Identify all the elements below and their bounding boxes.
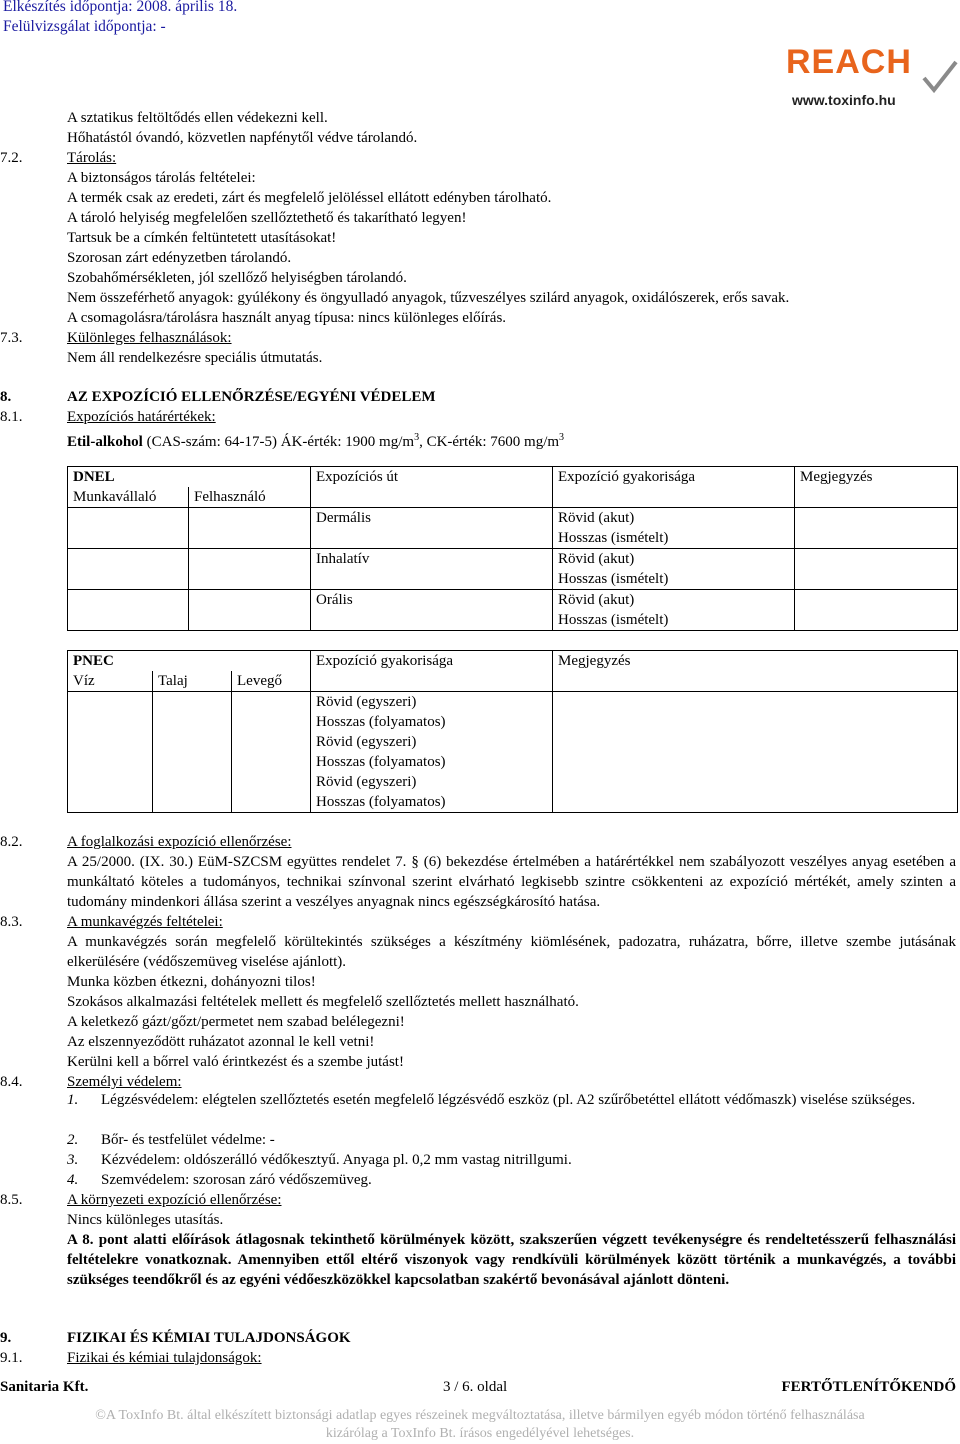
summary-paragraph: A 8. pont alatti előírások átlagosnak tekinthető körülmények között, szakszerűen végzett tevékenységre és rendeltetésszerű felhasználási feltételekre vonatkoznak. Amennyiben ettől eltérő viszonyok vagy rendkívüli körülmények között történik a munkavégzés, a további szükséges teendőkről és az egyéni védőeszközökkel kapcsolatban szakértő bevonásával ajánlott dönteni.: [67, 1232, 956, 1288]
table-cell: [795, 549, 958, 590]
table-cell: [232, 692, 311, 813]
table-cell: [795, 590, 958, 631]
table-row: [68, 590, 958, 631]
text-line: A termék csak az eredeti, zárt és megfelelő jelöléssel ellátott edényben tárolható.: [67, 190, 552, 206]
list-item: Szemvédelem: szorosan záró védőszemüveg.: [101, 1172, 372, 1188]
footer-company: Sanitaria Kft.: [0, 1379, 89, 1395]
section-title: A foglalkozási expozíció ellenőrzése:: [67, 834, 292, 850]
text-line: Nincs különleges utasítás.: [67, 1212, 224, 1228]
section-title: Fizikai és kémiai tulajdonságok:: [67, 1350, 262, 1366]
frequency-short: Rövid (akut): [558, 510, 635, 526]
pnec-note-header: Megjegyzés: [553, 651, 958, 692]
text-line: A keletkező gázt/gőzt/permetet nem szabad belélegezni!: [67, 1014, 405, 1030]
copyright-line: ©A ToxInfo Bt. által elkészített biztonsági adatlap egyes részeinek megváltoztatása, illetve bármilyen egyéb módon történő felhasználása: [95, 1408, 865, 1423]
limit-text: (CAS-szám: 64-17-5) ÁK-érték: 1900 mg/m: [142, 434, 415, 450]
pnec-frequency: [311, 692, 553, 733]
table-cell: [189, 549, 311, 590]
frequency-short: Rövid (akut): [558, 592, 635, 608]
frequency-long: Hosszas (ismételt): [558, 571, 669, 587]
section-title: Személyi védelem:: [67, 1074, 182, 1090]
text-line: Szokásos alkalmazási feltételek mellett és megfelelő szellőztetés mellett használható.: [67, 994, 579, 1010]
text-line: A tároló helyiség megfelelően szellőztethető és takarítható legyen!: [67, 210, 467, 226]
chapter-number: 8.: [0, 389, 12, 405]
list-item: Légzésvédelem: elégtelen szellőztetés esetén megfelelő légzésvédő eszköz (pl. A2 szűrőbetéttel ellátott védőmaszk) viselése szükséges.: [101, 1092, 916, 1108]
pnec-frequency: [311, 772, 553, 813]
text-line: Szobahőmérsékleten, jól szellőző helyiségben tárolandó.: [67, 270, 407, 286]
table-cell: [68, 590, 189, 631]
prepared-date: Elkészítés időpontja: 2008. április 18.: [3, 0, 238, 15]
list-number: 1.: [67, 1092, 79, 1108]
dnel-frequency: [553, 590, 795, 631]
chapter-title: AZ EXPOZÍCIÓ ELLENŐRZÉSE/EGYÉNI VÉDELEM: [67, 389, 436, 405]
logo-brand: REACH: [786, 43, 912, 81]
revision-date: Felülvizsgálat időpontja: -: [3, 18, 166, 35]
pnec-title: PNEC: [68, 651, 311, 672]
section-number: 8.3.: [0, 914, 23, 930]
section-title: Expozíciós határértékek:: [67, 409, 216, 425]
copyright-line: kizárólag a ToxInfo Bt. írásos engedélyével lehetséges.: [325, 1426, 635, 1441]
dnel-worker-header: Munkavállaló: [68, 487, 189, 508]
frequency-long: Hosszas (ismételt): [558, 530, 669, 546]
dnel-title: DNEL: [68, 467, 311, 488]
reach-logo: [784, 43, 960, 110]
table-cell: [795, 508, 958, 549]
section-number: 8.1.: [0, 409, 23, 425]
text-line: A sztatikus feltöltődés ellen védekezni kell.: [67, 110, 328, 126]
table-cell: [153, 692, 232, 813]
section-title: A környezeti expozíció ellenőrzése:: [67, 1192, 282, 1208]
table-row: [68, 508, 958, 549]
frequency-short: Rövid (akut): [558, 551, 635, 567]
frequency-long: Hosszas (folyamatos): [316, 754, 446, 770]
chapter-number: 9.: [0, 1330, 12, 1346]
chapter-title: FIZIKAI ÉS KÉMIAI TULAJDONSÁGOK: [67, 1330, 351, 1346]
dnel-frequency-header: Expozíció gyakorisága: [553, 467, 795, 508]
table-row: [68, 549, 958, 590]
text-line: Kerülni kell a bőrrel való érintkezést és a szembe jutást!: [67, 1054, 404, 1070]
text-line: A biztonságos tárolás feltételei:: [67, 170, 256, 186]
list-number: 3.: [67, 1152, 79, 1168]
footer-product: FERTŐTLENÍTŐKENDŐ: [781, 1379, 956, 1395]
dnel-route: Orális: [311, 590, 553, 631]
list-item: Bőr- és testfelület védelme: -: [101, 1132, 275, 1148]
frequency-long: Hosszas (ismételt): [558, 612, 669, 628]
unit-superscript: 3: [414, 432, 420, 443]
section-title: A munkavégzés feltételei:: [67, 914, 223, 930]
frequency-long: Hosszas (folyamatos): [316, 794, 446, 810]
text-line: Szorosan zárt edényzetben tárolandó.: [67, 250, 292, 266]
text-line: Nem áll rendelkezésre speciális útmutatás.: [67, 350, 323, 366]
list-number: 4.: [67, 1172, 79, 1188]
frequency-short: Rövid (egyszeri): [316, 734, 417, 750]
frequency-short: Rövid (egyszeri): [316, 694, 417, 710]
dnel-route: Dermális: [311, 508, 553, 549]
dnel-frequency: [553, 508, 795, 549]
table-cell: [189, 508, 311, 549]
work-conditions-paragraph: A munkavégzés során megfelelő körültekintés szükséges a készítmény kiömlésének, padozatra, ruházatra, bőrre, illetve szembe jutásának elkerülésére (védőszemüveg viselése ajánlott).: [67, 934, 956, 970]
substance-name: Etil-alkohol: [67, 434, 143, 450]
dnel-frequency: [553, 549, 795, 590]
pnec-frequency-header: Expozíció gyakorisága: [311, 651, 553, 692]
section-title: Különleges felhasználások:: [67, 330, 232, 346]
text-line: Munka közben étkezni, dohányozni tilos!: [67, 974, 316, 990]
table-cell: [68, 508, 189, 549]
text-line: Nem összeférhető anyagok: gyúlékony és öngyulladó anyagok, tűzveszélyes szilárd anyagok, oxidálószerek, erős savak.: [67, 290, 790, 306]
table-row: [68, 692, 958, 733]
text-line: Tartsuk be a címkén feltüntetett utasításokat!: [67, 230, 337, 246]
section-title: Tárolás:: [67, 150, 117, 166]
table-cell: [553, 692, 958, 813]
dnel-note-header: Megjegyzés: [795, 467, 958, 508]
section-number: 7.2.: [0, 150, 23, 166]
text-line: Az elszennyeződött ruházatot azonnal le kell vetni!: [67, 1034, 375, 1050]
pnec-water-header: Víz: [68, 671, 153, 692]
section-number: 8.4.: [0, 1074, 23, 1090]
unit-superscript: 3: [559, 432, 565, 443]
table-cell: [189, 590, 311, 631]
table-cell: [68, 549, 189, 590]
list-number: 2.: [67, 1132, 79, 1148]
dnel-user-header: Felhasználó: [189, 487, 311, 508]
pnec-soil-header: Talaj: [153, 671, 232, 692]
pnec-air-header: Levegő: [232, 671, 311, 692]
section-number: 8.2.: [0, 834, 23, 850]
dnel-route-header: Expozíciós út: [311, 467, 553, 508]
table-cell: [68, 692, 153, 813]
pnec-frequency: [311, 732, 553, 772]
exposure-limits: [67, 428, 564, 452]
regulation-paragraph: A 25/2000. (IX. 30.) EüM-SZCSM együttes rendelet 7. § (6) bekezdése értelmében a határértékkel nem szabályozott veszélyes anyag esetében a munkáltató köteles a tudományos, technikai színvonal szerint elvárható legkisebb szintre csökkenteni az expozíció mértékét, amely szinten a tudomány mindenkori állása szerint a veszélyes anyagnak nincs egészségkárosító hatása.: [67, 854, 956, 910]
frequency-long: Hosszas (folyamatos): [316, 714, 446, 730]
limit-text: , CK-érték: 7600 mg/m: [419, 434, 560, 450]
dnel-table: [67, 466, 958, 631]
footer-page-number: 3 / 6. oldal: [443, 1379, 508, 1395]
logo-url: www.toxinfo.hu: [792, 92, 896, 108]
pnec-table: [67, 650, 958, 813]
section-number: 8.5.: [0, 1192, 23, 1208]
dnel-route: Inhalatív: [311, 549, 553, 590]
section-number: 9.1.: [0, 1350, 23, 1366]
section-number: 7.3.: [0, 330, 23, 346]
text-line: Hőhatástól óvandó, közvetlen napfénytől védve tárolandó.: [67, 130, 418, 146]
text-line: A csomagolásra/tárolásra használt anyag típusa: nincs különleges előírás.: [67, 310, 507, 326]
list-item: Kézvédelem: oldószerálló védőkesztyű. Anyaga pl. 0,2 mm vastag nitrillgumi.: [101, 1152, 572, 1168]
frequency-short: Rövid (egyszeri): [316, 774, 417, 790]
checkmark-icon: [922, 60, 958, 94]
